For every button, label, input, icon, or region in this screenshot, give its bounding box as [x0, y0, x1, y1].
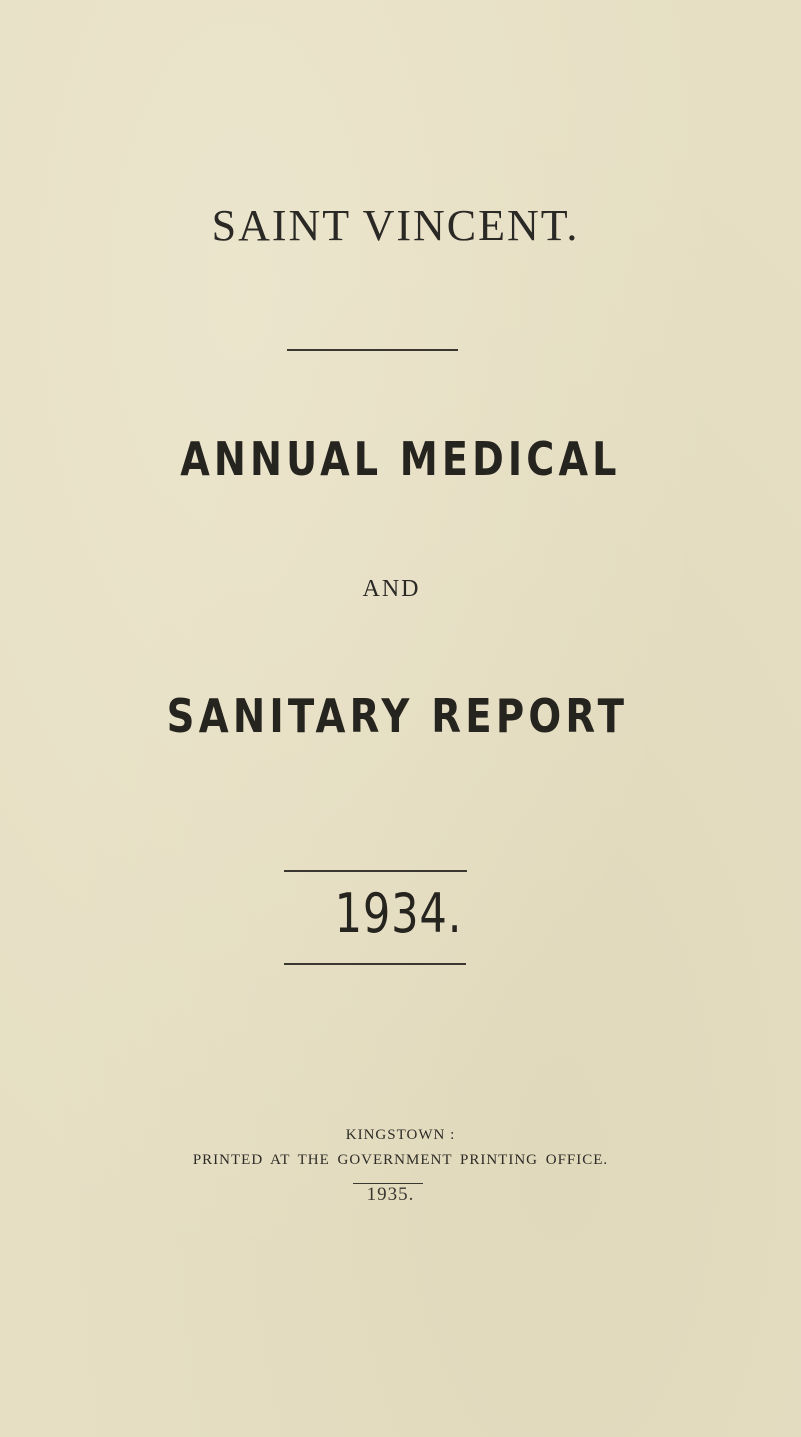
report-title-line-1: ANNUAL MEDICAL: [180, 432, 621, 486]
rule-divider-top: [287, 349, 458, 351]
rule-above-year: [284, 870, 467, 872]
report-year: 1934.: [334, 882, 463, 945]
report-title-line-2: SANITARY REPORT: [166, 689, 629, 743]
rule-below-year: [284, 963, 466, 965]
imprint-place: KINGSTOWN :: [345, 1127, 456, 1143]
colony-heading: SAINT VINCENT.: [211, 201, 580, 250]
imprint-printer: PRINTED AT THE GOVERNMENT PRINTING OFFICE.: [192, 1152, 609, 1168]
imprint-year: 1935.: [366, 1184, 415, 1205]
title-conjunction: AND: [362, 576, 421, 602]
